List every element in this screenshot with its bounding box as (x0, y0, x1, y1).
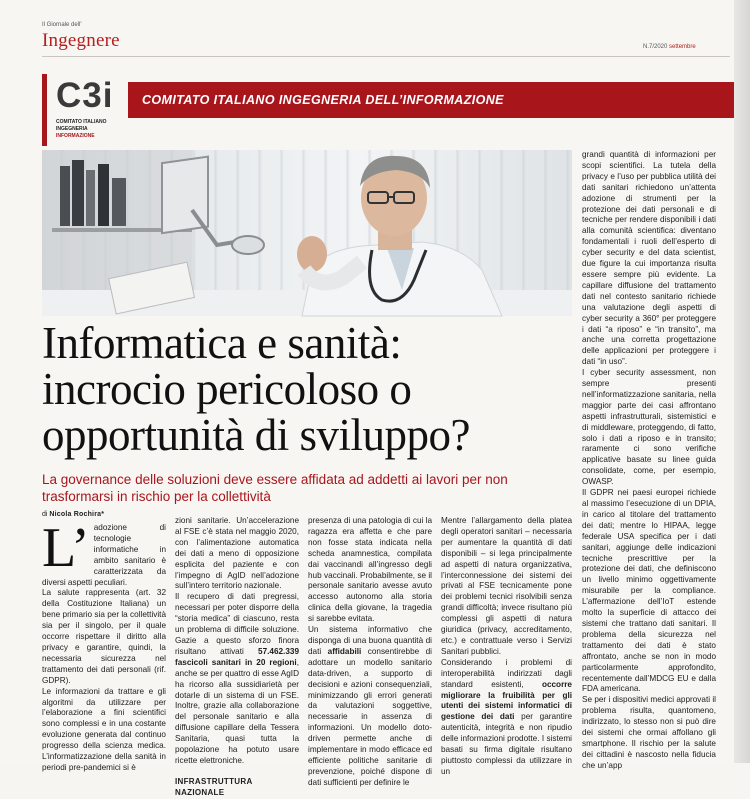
c3i-logo (42, 74, 140, 148)
col2-p2-text-c: , anche se per quattro di esse AgID ha ricorso alla sussidiarietà per dotarle di un sistema di un FSE. Inoltre, grazie alla collaborazione del personale sanitario e alla diffusione capillare della Tessera Sanitaria, quasi tutta la popolazione ha potuto usare ricette elettroniche. (175, 657, 299, 765)
body-column-1 (42, 517, 166, 772)
colR-paragraph-2: I cyber security assessment, non sempre presenti nell’informatizzazione sanitaria, nella maggior parte dei casi affrontano aspetti infrastrutturali, sistemistici e di middleware, proteggendo, di fatto, solo i dati a riposo e in transito; raramente ci sono verifiche applicative basate su linee guida consolidate, come, per esempio, OWASP. (582, 368, 716, 487)
article-title-line-3: opportunità di sviluppo? (42, 410, 470, 460)
issue-number: N.7/2020 (643, 44, 668, 50)
col3-p2-text-c: consentirebbe di adottare un modello sanitario data-driven, a supporto di decisioni e azioni consequenziali, minimizzando gli errori generati da valutazioni soggettive, necessarie in assenza di informazioni. Un modello doto-driven permette anche di implementare in modo efficace ed efficiente politiche sanitarie di prevenzione, poiché dispone di dati sufficienti per definire le (308, 646, 432, 787)
magazine-kicker: Il Giornale dell' (42, 22, 82, 28)
c3i-acronym: C3i (56, 76, 114, 115)
c3i-small-caption (56, 119, 106, 140)
page-edge-shadow (734, 0, 750, 763)
author-name: Nicola Rochira* (49, 511, 105, 518)
article-title-line-2: incrocio pericoloso o (42, 364, 412, 414)
header-divider (42, 56, 730, 57)
drop-cap: L’ (42, 517, 90, 579)
col3-paragraph-2 (308, 625, 432, 789)
section-banner-title: COMITATO ITALIANO INGEGNERIA DELL’INFORMAZIONE (142, 93, 504, 107)
c3i-line-3: INFORMAZIONE (56, 133, 95, 139)
article-subtitle: La governance delle soluzioni deve essere affidata ad addetti ai lavori per non trasformarsi in rischio per la collettività (42, 472, 508, 504)
article-title (42, 320, 572, 458)
col4-paragraph-2 (441, 658, 572, 778)
body-column-2 (175, 516, 299, 797)
issue-month: settembre (669, 44, 696, 50)
magazine-logo (42, 22, 120, 52)
col3-p2-text-a: Un sistema informativo che disponga di una buona quantità di dati (308, 625, 432, 656)
article-title-line-1: Informatica e sanità: (42, 318, 402, 368)
col4-p2-text-c: per garantire autenticità, integrità e non ripudio delle informazioni prodotte. I sistemi basati su firma digitale risultano piuttosto complessi da utilizzare in un (441, 712, 572, 776)
doctor-illustration (42, 150, 572, 316)
lead-text: adozione di tecnologie informatiche in ambito sanitario è caratterizzata da diversi aspetti peculiari. (42, 523, 166, 587)
section-banner (128, 82, 736, 118)
col1-paragraph-3: Le informazioni da trattare e gli algoritmi da utilizzare per l’elaborazione a fini scientifici sono complessi e in una costante evoluzione generata dal continuo progresso della scienza medica. L’informatizzazione della sanità in periodi pre-pandemici si è (42, 686, 166, 772)
col4-p2-text-a: Considerando i problemi di interoperabilità indirizzati dagli standard esistenti, (441, 657, 572, 689)
colR-paragraph-1: grandi quantità di informazioni per scopi scientifici. La tutela della privacy e l’uso per pubblica utilità dei dati sanitari richiedono un’attenta adozione di strumenti per la protezione dei dati personali e di tecniche per rendere disponibili i dati alla comunità scientifica: diventano fondamentali i ruoli dell’esperto di cyber security e del data scientist, due figure la cui importanza risulta essere sempre più evidente. La capillare diffusione del trattamento dati nel contesto sanitario richiede una valutazione degli aspetti di cyber security a 360° per proteggere i dati “a riposo” e “in transito”, ma anche una corretta progettazione delle applicazioni per proteggere i dati “in uso”. (582, 150, 716, 367)
col3-p2-highlight: affidabili (327, 646, 362, 656)
byline-prefix: di (42, 511, 48, 518)
col4-p2-highlight: occorre migliorare la fruibilità per gli utenti dei sistemi informatici di gestione dei dati (441, 679, 572, 722)
col1-paragraph-2: La salute rappresenta (art. 32 della Costituzione Italiana) un bene primario sia per la collettività sia per il singolo, per il quale occorre rispettare il diritto alla privacy e garantire, quindi, la necessaria sicurezza nel trattamento dei dati personali (rif. GDPR). (42, 588, 166, 685)
col2-paragraph-1: zioni sanitarie. Un’accelerazione al FSE c’è stata nel maggio 2020, con l’alimentazione automatica dei dati a meno di opposizione esplicita del paziente e con l’impegno di AgID nell’adozione sull’intero territorio nazionale. (175, 516, 299, 591)
col2-p2-highlight: 57.462.339 fascicoli sanitari in 20 regioni (175, 646, 299, 667)
colR-paragraph-3: Il GDPR nei paesi europei richiede al massimo l’esecuzione di un DPIA, in carico al titolare del trattamento dei dati; mentre lo HIPAA, legge federale USA specifica per i dati sanitari, aggiunge delle indicazioni tecniche prescrittive per la protezione dei dati, che definiscono un livello minimo oggettivamente misurabile per la compliance. L’affermazione dell’IoT estende molto la superficie di attacco dei sistemi che trattano dati sanitari. Il problema della sicurezza nel trattamento dei dati è stato affrontato, anche se non in modo particolarmente approfondito, recentemente dall’MDCG EU e dalla FDA americana. (582, 488, 716, 694)
col2-p2-text-a: Il recupero di dati pregressi, necessari per poter disporre della “storia medica” di ciascuno, resta un problema di difficile soluzione. Gazie a questo sforzo finora risultano attivati (175, 592, 299, 656)
col2-paragraph-2 (175, 592, 299, 767)
article-photo (42, 150, 572, 316)
c3i-red-bar (42, 74, 47, 146)
body-column-right (582, 150, 716, 770)
c3i-line-2: INGEGNERIA (56, 126, 88, 132)
col4-paragraph-1: Mentre l’allargamento della platea degli operatori sanitari – necessaria per aumentare la quantità di dati disponibili – si lega principalmente ad aspetti di natura organizzativa, l’interconnessione dei sistemi dei privati al FSE tecnicamente pone dei problemi tecnici risolvibili senza grandi difficoltà; invece risultano più complessi gli aspetti di natura giuridica (privacy, accreditamento, etc.) e contrattuale verso i Servizi Sanitari pubblici. (441, 516, 572, 656)
issue-info (643, 44, 696, 50)
lead-paragraph (42, 517, 166, 588)
body-column-3 (308, 516, 432, 787)
c3i-line-1: COMITATO ITALIANO (56, 119, 107, 125)
col3-paragraph-1: presenza di una patologia di cui la ragazza era affetta e che pare non fosse stata indicata nella scheda anamnestica, compilata dai vaccinandi all’ingresso degli hub vaccinali. Probabilmente, se il personale sanitario avesse avuto accesso autonomo alla storia clinica della giovane, la tragedia si sarebbe evitata. (308, 516, 432, 624)
body-column-4 (441, 516, 572, 776)
colR-paragraph-4: Se per i dispositivi medici approvati il problema risulta, quantomeno, indirizzato, lo stesso non si può dire dei sistemi che ormai affollano gli smartphone. Il rischio per la salute dei cittadini è nascosto nella fiducia che un’app (582, 695, 716, 770)
section-heading: INFRASTRUTTURA NAZIONALE (175, 776, 253, 797)
magazine-name: Ingegnere (42, 30, 120, 51)
